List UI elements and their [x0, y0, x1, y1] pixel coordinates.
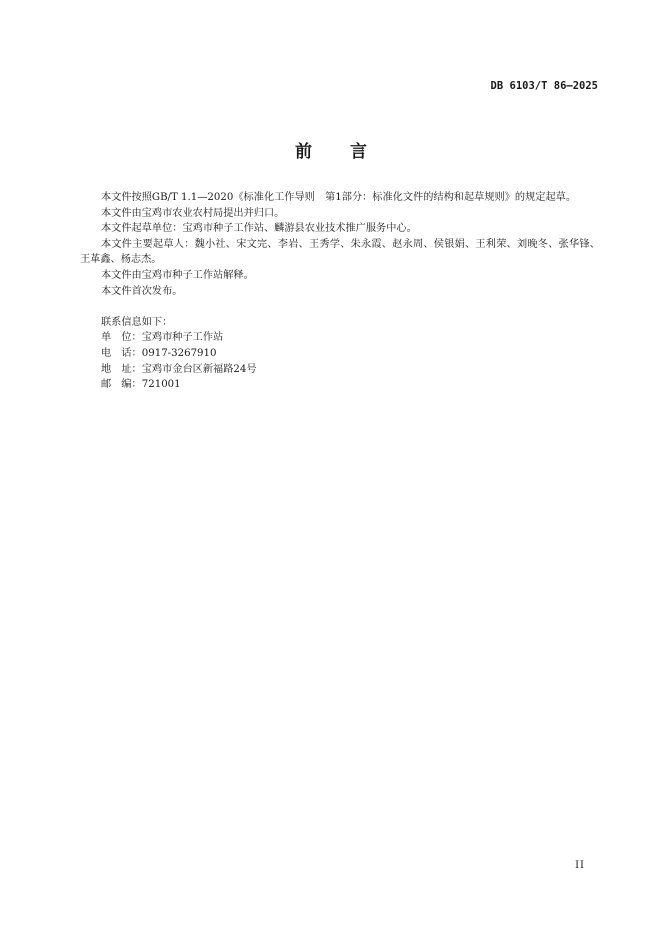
- paragraph-interpretation: 本文件由宝鸡市种子工作站解释。: [101, 269, 254, 281]
- contact-address-value: 宝鸡市金台区新福路24号: [141, 363, 257, 375]
- title-char-1: 前: [295, 142, 312, 162]
- contact-address-label: 地 址：: [101, 363, 142, 375]
- contact-address: [80, 362, 600, 378]
- contact-unit-value: 宝鸡市种子工作站: [141, 332, 224, 344]
- page-number: II: [575, 860, 585, 871]
- contact-phone: [80, 346, 600, 362]
- page-title: [0, 137, 662, 162]
- contact-phone-value: 0917-3267910: [141, 347, 217, 359]
- paragraph-proposer: 本文件由宝鸡市农业农村局提出并归口。: [101, 207, 285, 219]
- contact-postcode-label: 邮 编：: [101, 379, 142, 391]
- paragraph-drafters: 本文件主要起草人：魏小社、宋文完、李岩、王秀学、朱永霞、赵永周、侯银娟、王利荣、刘晚冬、张华锋、王革鑫、杨志杰。: [80, 238, 600, 266]
- paragraph-drafting-units: 本文件起草单位：宝鸡市种子工作站、麟游县农业技术推广服务中心。: [101, 223, 417, 235]
- contact-postcode: [80, 377, 600, 393]
- contact-unit-label: 单 位：: [101, 332, 142, 344]
- paragraph-standard-basis: 本文件按照GB/T 1.1—2020《标准化工作导则 第1部分：标准化文件的结构和起草规则》的规定起草。: [101, 192, 577, 203]
- paragraph-first-release: 本文件首次发布。: [101, 285, 183, 297]
- foreword-body: [80, 190, 600, 393]
- contact-unit: [80, 330, 600, 346]
- document-code: DB 6103/T 86—2025: [490, 80, 598, 92]
- title-char-2: 言: [350, 142, 367, 162]
- contact-phone-label: 电 话：: [101, 347, 142, 359]
- contact-heading: 联系信息如下：: [101, 316, 173, 328]
- contact-postcode-value: 721001: [141, 379, 181, 391]
